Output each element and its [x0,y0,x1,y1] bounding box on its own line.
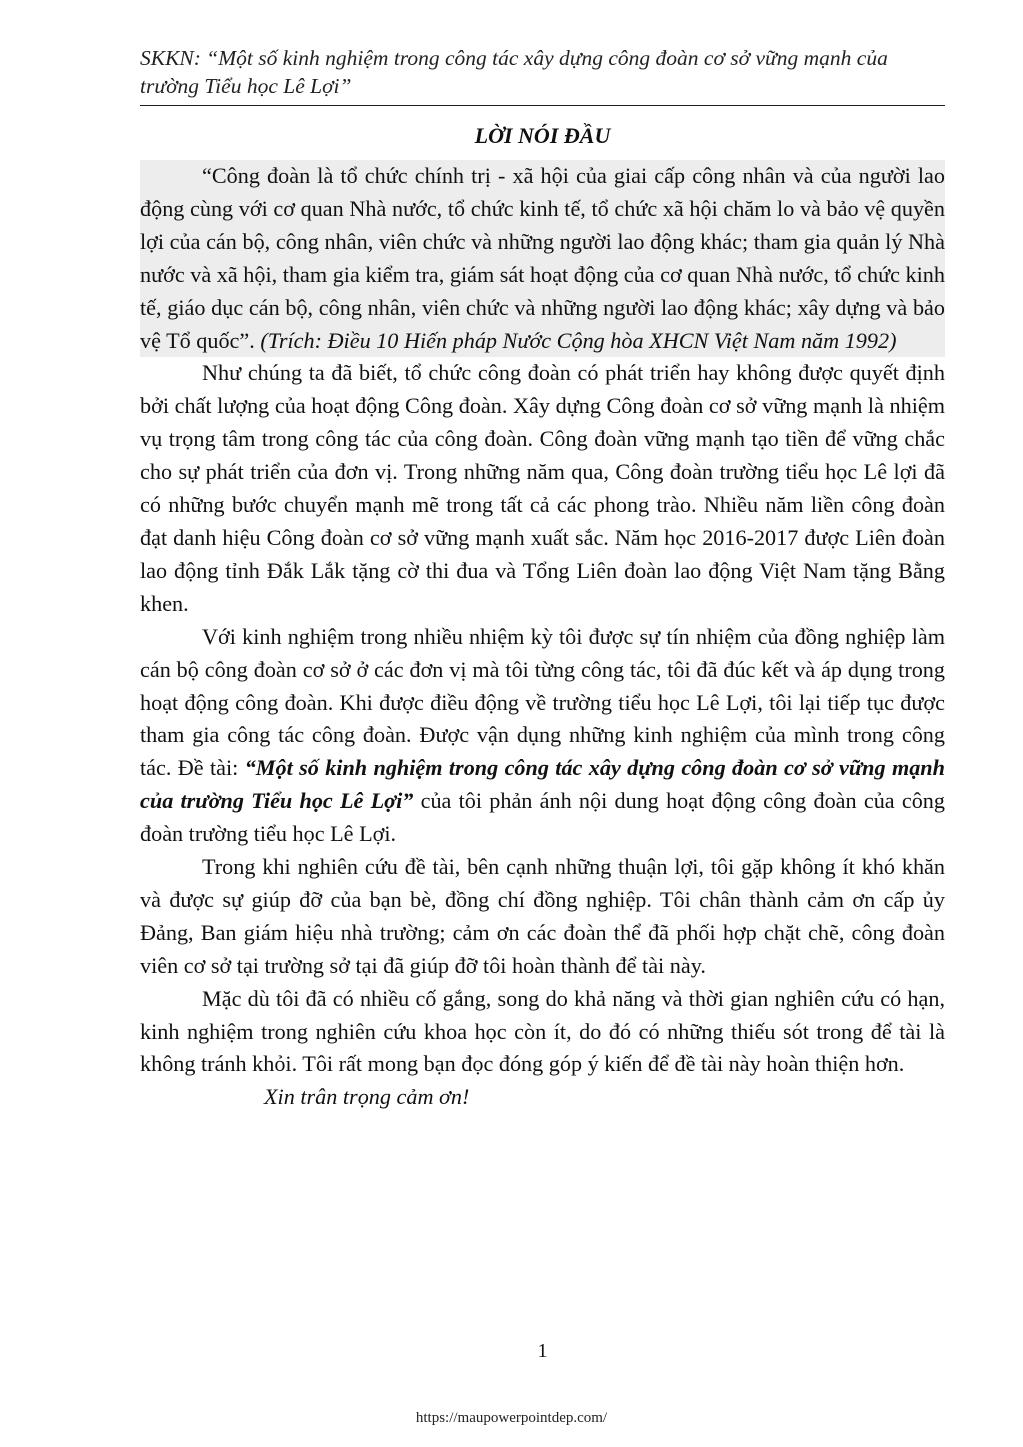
header-divider [140,105,945,106]
page-number: 1 [537,1340,548,1362]
topic-trailing-text: của tôi phản ánh nội dung hoạt động công đoàn của công đoàn trường tiểu học Lê Lợi. [140,788,945,847]
quote-text: “Công đoàn là tổ chức chính trị - xã hội của giai cấp công nhân và của người lao động cùng với cơ quan Nhà nước, tổ chức kinh tế, tổ chức xã hội chăm lo và bảo vệ quyền lợi của cán bộ, công nhân, viên chức và những người lao động khác; tham gia quản lý Nhà nước và xã hội, tham gia kiểm tra, giám sát hoạt động của cơ quan Nhà nước, tổ chức kinh tế, giáo dục cán bộ, công nhân, viên chức và những người lao động khác; xây dựng và bảo vệ Tổ quốc”. [140,163,945,353]
topic-title-emphasis: “Một số kinh nghiệm trong công tác xây dựng công đoàn cơ sở vững mạnh của trường Tiểu học Lê Lợi” [140,755,945,814]
paragraph-topic [140,621,945,851]
page-title: LỜI NÓI ĐẦU [474,123,611,148]
running-header: SKKN: “Một số kinh nghiệm trong công tác xây dựng công đoàn cơ sở vững mạnh của trường Tiểu học Lê Lợi” [140,46,888,98]
paragraph-constitution-quote [140,160,945,357]
topic-lead-text: Với kinh nghiệm trong nhiều nhiệm kỳ tôi được sự tín nhiệm của đồng nghiệp làm cán bộ công đoàn cơ sở ở các đơn vị mà tôi từng công tác, tôi đã đúc kết và áp dụng trong hoạt động công đoàn. Khi được điều động về trường tiểu học Lê Lợi, tôi lại tiếp tục được tham gia công tác công đoàn. Được vận dụng những kinh nghiệm của mình trong công tác. Đề tài: [140,623,945,781]
paragraph-closing-remarks: Mặc dù tôi đã có nhiều cố gắng, song do khả năng và thời gian nghiên cứu có hạn, kinh nghiệm trong nghiên cứu khoa học còn ít, do đó có những thiếu sót trong để tài là không tránh khỏi. Tôi rất mong bạn đọc đóng góp ý kiến để đề tài này hoàn thiện hơn. [140,985,945,1077]
paragraph-acknowledgement: Trong khi nghiên cứu đề tài, bên cạnh những thuận lợi, tôi gặp không ít khó khăn và được sự giúp đỡ của bạn bè, đồng chí đồng nghiệp. Tôi chân thành cảm ơn cấp ủy Đảng, Ban giám hiệu nhà trường; cảm ơn các đoàn thể đã phối hợp chặt chẽ, công đoàn viên cơ sở tại trường sở tại đã giúp đỡ tôi hoàn thành để tài này. [140,854,945,978]
footer-url: https://maupowerpointdep.com/ [415,1410,608,1426]
document-body [140,160,945,1114]
paragraph-introduction: Như chúng ta đã biết, tổ chức công đoàn có phát triển hay không được quyết định bởi chất lượng của hoạt động Công đoàn. Xây dựng Công đoàn cơ sở vững mạnh là nhiệm vụ trọng tâm trong công tác của công đoàn. Công đoàn vững mạnh tạo tiền để vững chắc cho sự phát triển của đơn vị. Trong những năm qua, Công đoàn trường tiểu học Lê lợi đã có những bước chuyển mạnh mẽ trong tất cả các phong trào. Nhiều năm liền công đoàn đạt danh hiệu Công đoàn cơ sở vững mạnh xuất sắc. Năm học 2016-2017 được Liên đoàn lao động tỉnh Đắk Lắk tặng cờ thi đua và Tổng Liên đoàn lao động Việt Nam tặng Bằng khen. [140,360,945,616]
quote-citation: (Trích: Điều 10 Hiến pháp Nước Cộng hòa XHCN Việt Nam năm 1992) [260,327,897,353]
closing-thanks: Xin trân trọng cảm ơn! [264,1084,470,1110]
